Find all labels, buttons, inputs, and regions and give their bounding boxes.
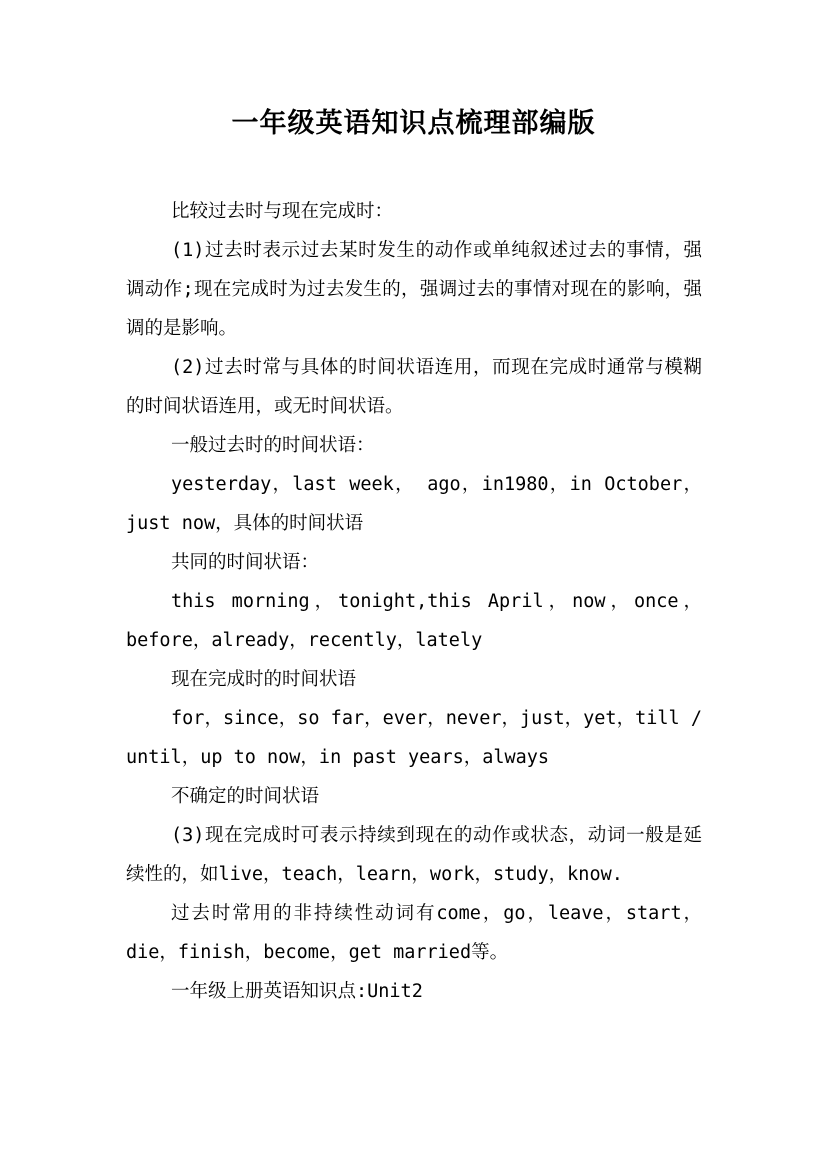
paragraph-point-2: (2)过去时常与具体的时间状语连用，而现在完成时通常与模糊的时间状语连用，或无时间状语。 [126,357,702,417]
paragraph-non-continuous-verbs: 过去时常用的非持续性动词有come，go，leave，start，die，finish，become，get married等。 [126,903,702,963]
document-title: 一年级英语知识点梳理部编版 [231,108,596,139]
paragraph-past-adverbials-heading: 一般过去时的时间状语： [171,435,375,456]
paragraph-common-adverbials-heading: 共同的时间状语： [171,552,320,573]
paragraph-uncertain-adverbials-heading: 不确定的时间状语 [171,786,320,807]
paragraph-perfect-adverbials-list: for，since，so far，ever，never，just，yet，till / until，up to now，in past years，always [126,708,702,768]
paragraph-comparison-heading: 比较过去时与现在完成时： [171,201,394,222]
paragraph-point-3: (3)现在完成时可表示持续到现在的动作或状态，动词一般是延续性的，如live，teach，learn，work，study，know. [126,825,702,885]
paragraph-point-1: (1)过去时表示过去某时发生的动作或单纯叙述过去的事情，强调动作;现在完成时为过去发生的，强调过去的事情对现在的影响，强调的是影响。 [126,240,702,339]
document-body [126,192,702,1011]
paragraph-perfect-adverbials-heading: 现在完成时的时间状语 [171,669,357,690]
paragraph-past-adverbials-list: yesterday，last week， ago，in1980，in October，just now，具体的时间状语 [126,474,702,534]
paragraph-common-adverbials-list: this morning，tonight,this April，now，once，before，already，recently，lately [126,591,702,651]
paragraph-unit2-heading: 一年级上册英语知识点:Unit2 [171,981,423,1002]
